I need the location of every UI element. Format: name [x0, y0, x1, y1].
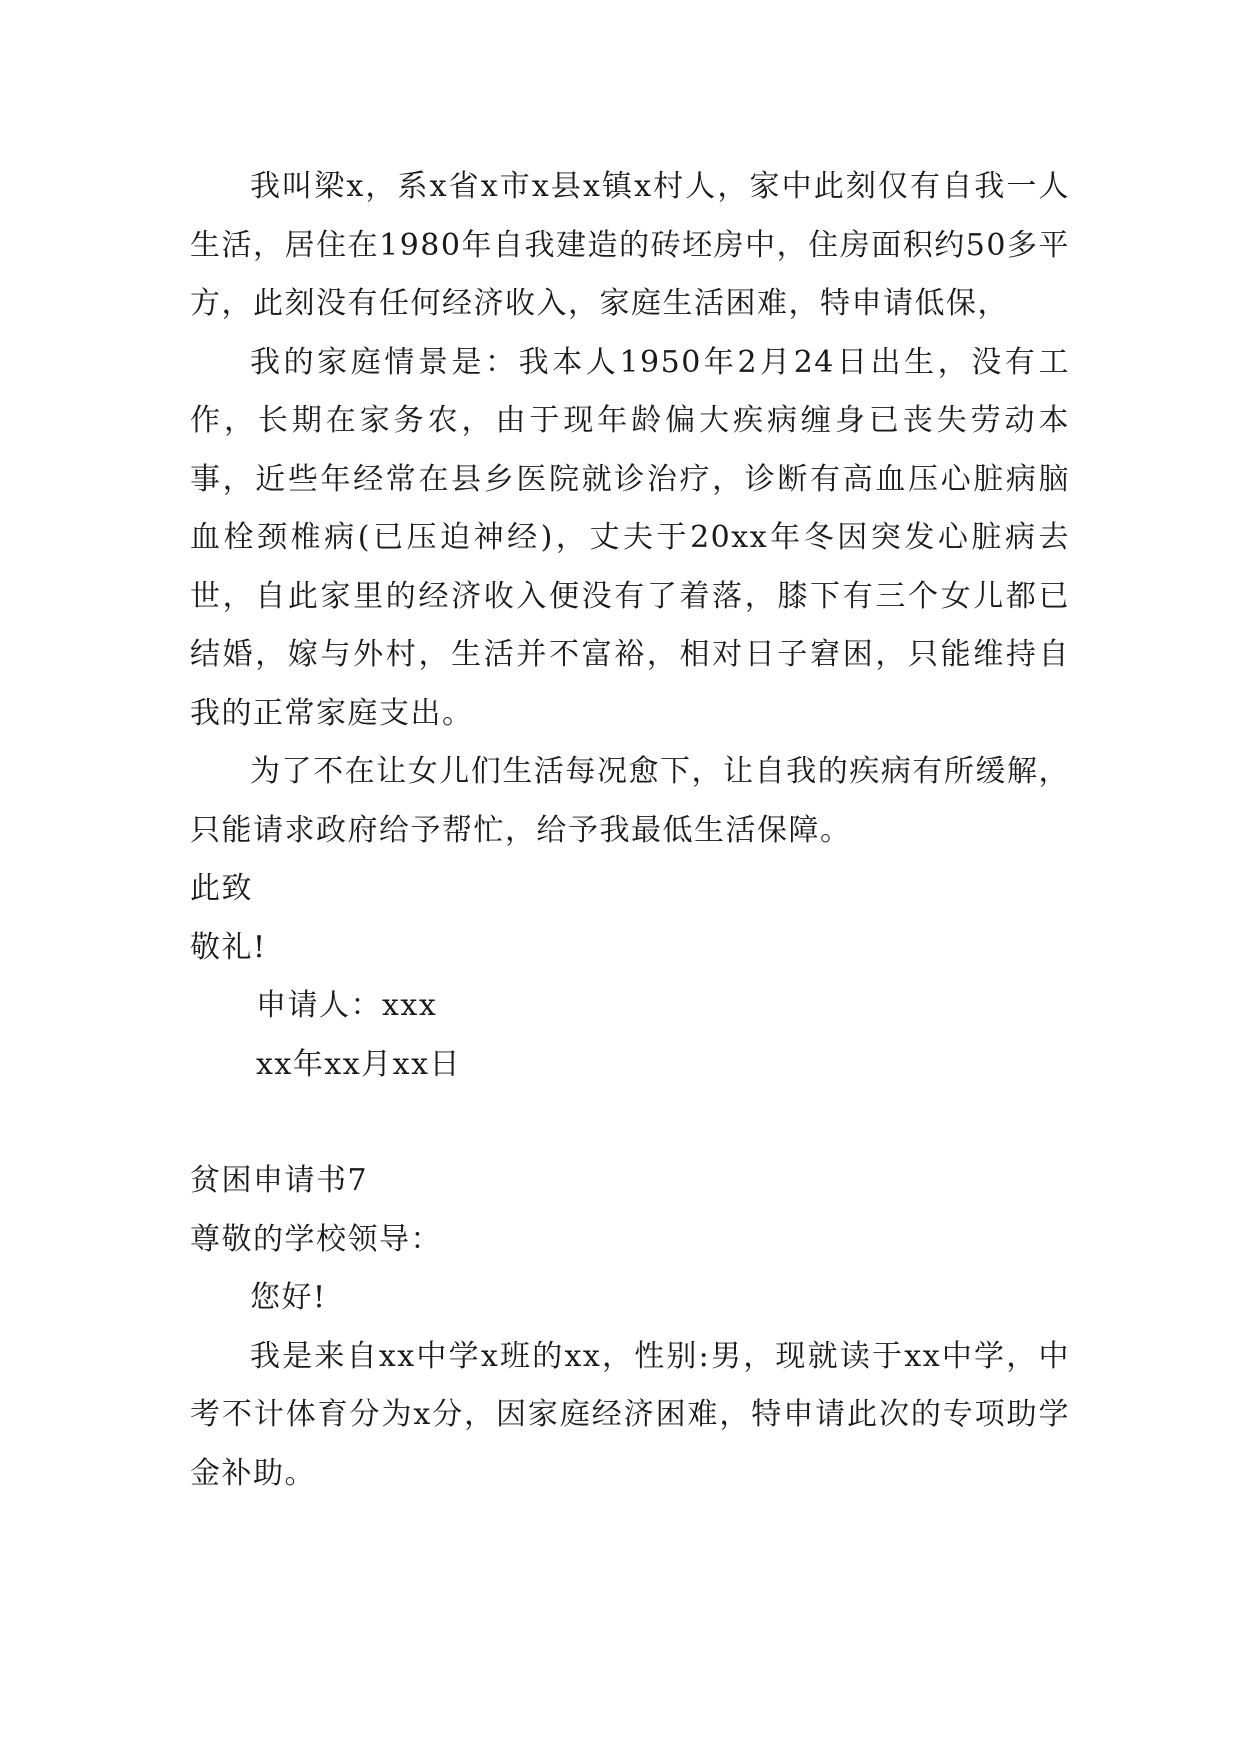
signature-date: xx年xx月xx日 [256, 1046, 462, 1082]
greeting: 您好! [250, 1280, 327, 1315]
applicant-signature: 申请人：xxx [256, 988, 438, 1023]
document-page [190, 158, 1070, 1503]
section-gap [190, 1094, 1070, 1152]
closing-cizhi: 此致 [190, 871, 253, 906]
body-paragraph-3: 为了不在让女儿们生活每况愈下，让自我的疾病有所缓解，只能请求政府给予帮忙，给予我最低生活保障。 [190, 754, 1070, 848]
section-title: 贫困申请书7 [190, 1163, 369, 1198]
closing-jingli: 敬礼! [190, 929, 267, 965]
body-paragraph-4: 我是来自xx中学x班的xx，性别:男，现就读于xx中学，中考不计体育分为x分，因家庭经济困难，特申请此次的专项助学金补助。 [190, 1338, 1070, 1491]
salutation: 尊敬的学校领导： [190, 1221, 442, 1257]
body-paragraph-1: 我叫梁x，系x省x市x县x镇x村人，家中此刻仅有自我一人生活，居住在1980年自我建造的砖坯房中，住房面积约50多平方，此刻没有任何经济收入，家庭生活困难，特申请低保， [190, 169, 1070, 321]
body-paragraph-2: 我的家庭情景是：我本人1950年2月24日出生，没有工作，长期在家务农，由于现年龄偏大疾病缠身已丧失劳动本事，近些年经常在县乡医院就诊治疗，诊断有高血压心脏病脑血栓颈椎病(已压迫神经)，丈夫于20xx年冬因突发心脏病去世，自此家里的经济收入便没有了着落，膝下有三个女儿都已结婚，嫁与外村，生活并不富裕，相对日子窘困，只能维持自我的正常家庭支出。 [190, 344, 1070, 731]
